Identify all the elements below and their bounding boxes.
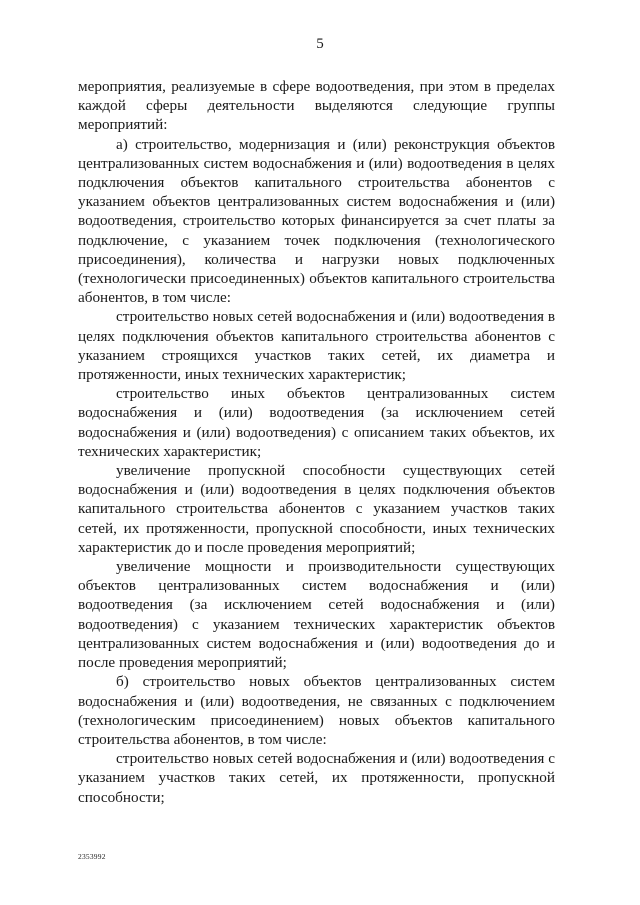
paragraph-item-b: б) строительство новых объектов централизованных систем водоснабжения и (или) водоотведения, не связанных с подключением (технологическим присоединением) новых объектов капитального строительства абонентов, в том числе: [78,673,555,748]
paragraph-item-a: а) строительство, модернизация и (или) реконструкция объектов централизованных систем водоснабжения и (или) водоотведения в целях подключения объектов капитального строительства абонентов с указанием объектов централизованных систем водоснабжения и (или) водоотведения, строительство которых финансируется за счет платы за подключение, с указанием точек подключения (технологического присоединения), количества и нагрузки новых подключенных (технологически присоединенных) объектов капитального строительства абонентов, в том числе: [78,135,555,307]
paragraph-new-networks-b: строительство новых сетей водоснабжения и (или) водоотведения с указанием участков таких сетей, их протяженности, пропускной способности; [78,750,555,806]
page-number: 5 [316,36,324,52]
paragraph-power-increase: увеличение мощности и производительности существующих объектов централизованных систем водоснабжения и (или) водоотведения (за исключением сетей водоснабжения и (или) водоотведения) с указанием технических характеристик объектов централизованных систем водоснабжения и (или) водоотведения до и после проведения мероприятий; [78,558,555,672]
paragraph-intro: мероприятия, реализуемые в сфере водоотведения, при этом в пределах каждой сферы деятельности выделяются следующие группы мероприятий: [78,78,555,134]
paragraph-new-networks: строительство новых сетей водоснабжения и (или) водоотведения в целях подключения объектов капитального строительства абонентов с указанием строящихся участков таких сетей, их диаметра и протяженности, иных технических характеристик; [78,308,555,384]
paragraph-other-objects: строительство иных объектов централизованных систем водоснабжения и (или) водоотведения (за исключением сетей водоснабжения и (или) водоотведения) с описанием таких объектов, их технических характеристик; [78,385,555,460]
document-body [78,77,555,807]
paragraph-capacity-increase: увеличение пропускной способности существующих сетей водоснабжения и (или) водоотведения в целях подключения объектов капитального строительства абонентов с указанием участков таких сетей, их протяженности, пропускной способности, иных технических характеристик до и после проведения мероприятий; [78,462,555,556]
document-code: 2353992 [78,852,106,861]
